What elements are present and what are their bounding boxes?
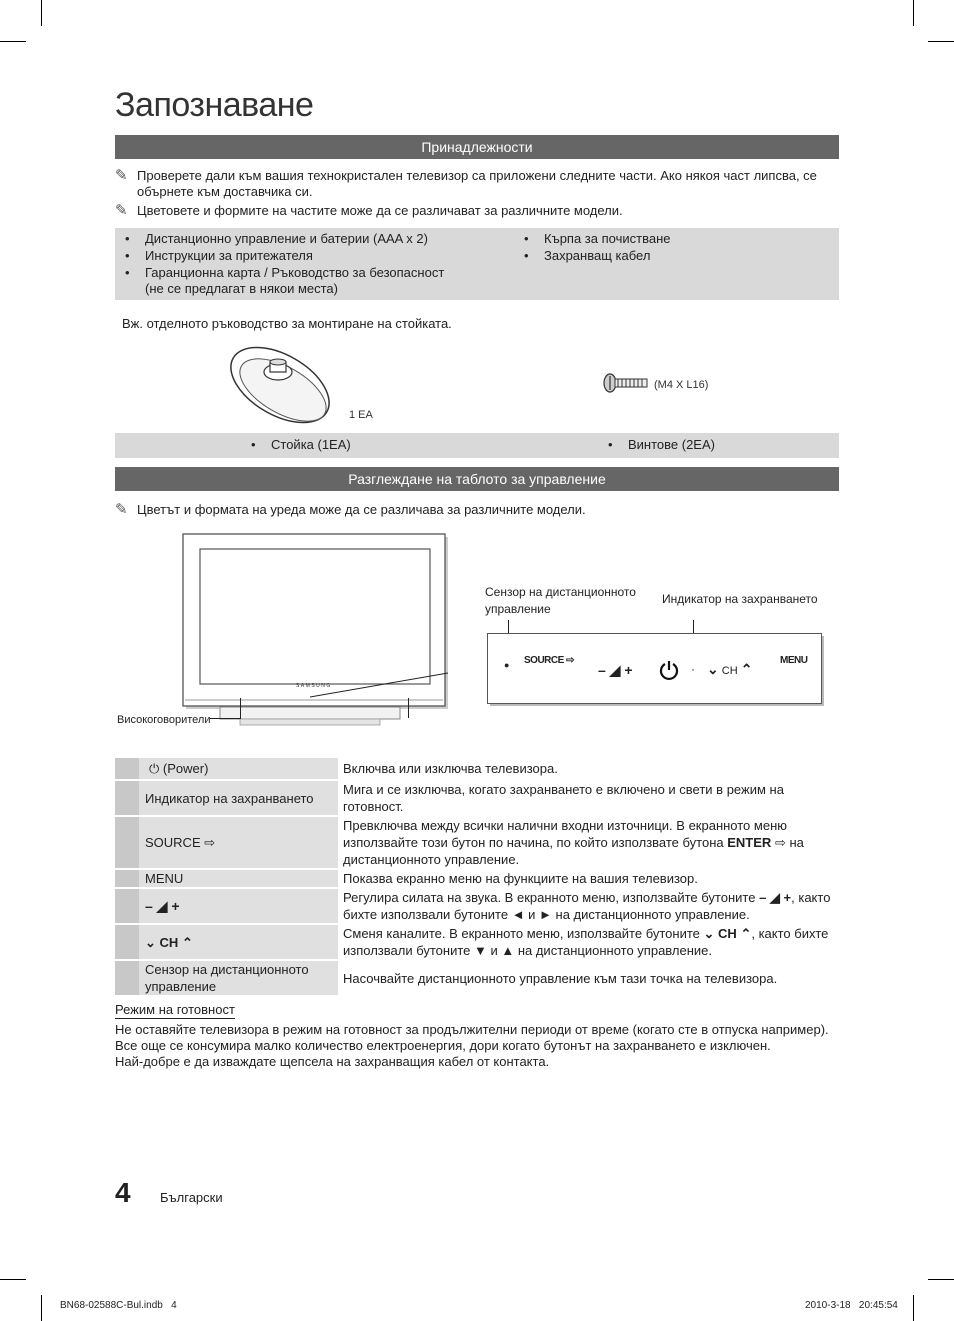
screw-size: (M4 X L16) [654,379,709,391]
note-text: Проверете дали към вашия технокристален телевизор са приложени следните части. Ако някоя част липсва, се обърнете към доставчика си. [137,168,817,199]
brand-logo: SAMSUNG [296,683,332,689]
enter-label: ENTER [727,835,772,850]
accessories-left-list [115,230,495,281]
speaker-pointer [240,698,241,718]
stand-quantity: 1 EA [349,409,373,421]
row-marker [115,888,139,924]
row-marker [115,780,139,816]
desc-text: , както бихте използвали бутоните ▼ и ▲ на дистанционното управление. [343,926,829,958]
tv-illustration [180,533,450,733]
channel-button-label: CH [721,665,738,677]
standby-line: Не оставяйте телевизора в режим на готовност за продължителни периоди от време (когато сте в отпуска например). [115,1022,829,1037]
menu-button[interactable]: MENU [780,655,808,666]
enter-icon: ⇨ [204,835,216,850]
list-item: • Гаранционна карта / Ръководство за безопасност [115,264,495,281]
row-marker [115,758,139,780]
speaker-pointer [408,698,409,718]
desc-text: Сменя каналите. В екранното меню, използвайте бутоните [343,926,700,941]
crop-mark [0,41,26,42]
volume-icon: – ◢ + [145,897,180,914]
control-name-text: (Power) [162,761,209,776]
crop-mark [928,1279,954,1280]
list-item: • Стойка (1EA) [241,436,351,453]
table-row [115,758,839,780]
list-item: • Захранващ кабел [514,247,834,264]
print-date: 2010-3-18 20:45:54 [805,1300,898,1311]
control-name [139,888,338,924]
control-desc: Мига и се изключва, когато захранването е включено и свети в режим на готовност. [338,780,839,816]
row-marker [115,960,139,996]
chevron-down-icon: ⌄ [145,934,156,950]
chevron-down-icon: ⌄ [703,926,715,941]
volume-icon: – ◢ + [759,890,792,905]
desc-text: Превключва между всички налични входни източници. В екранното меню използвайте този бутон по начина, по който използвате бутона [343,818,787,850]
screw-icon [602,372,650,394]
note-parts [115,168,839,200]
row-marker [115,924,139,960]
note-device-color [115,502,839,518]
control-desc [338,924,839,960]
control-name [139,816,338,869]
control-desc: Включва или изключва телевизора. [338,758,839,780]
note-colors [115,203,839,219]
control-desc [338,888,839,924]
note-text: Цветът и формата на уреда може да се различава за различните модели. [137,502,586,517]
language-label: Български [160,1190,223,1205]
control-panel [487,633,822,704]
stand-list [241,436,351,453]
accessories-note: (не се предлагат в някои места) [145,281,338,296]
control-name-text: CH [159,934,179,950]
enter-icon: ⇨ [774,835,786,850]
control-desc: Показва екранно меню на функциите на вашия телевизор. [338,869,839,888]
control-name: MENU [139,869,338,888]
row-marker [115,869,139,888]
ch-label: CH [718,926,737,941]
table-row [115,780,839,816]
table-row [115,816,839,869]
stand-screws-box [115,433,839,458]
channel-button[interactable] [707,661,752,678]
speaker-pointer [210,718,241,719]
list-item: • Винтове (2EA) [598,436,715,453]
crop-mark [41,1295,42,1321]
page-title: Запознаване [115,86,314,124]
crop-mark [928,41,954,42]
crop-mark [0,1279,26,1280]
control-name: Сензор на дистанционното управление [139,960,338,996]
standby-body [115,1022,839,1070]
standby-heading [115,1002,235,1019]
control-name [139,758,338,780]
list-item: • Инструкции за притежателя [115,247,495,264]
pencil-icon: ✎ [115,501,128,518]
power-button-icon[interactable] [658,659,680,681]
chevron-up-icon: ⌃ [181,934,193,950]
controls-table [115,758,839,997]
standby-line: Все още се консумира малко количество електроенергия, дори когато бутонът на захранването е изключен. [115,1038,771,1053]
stand-illustration [220,340,340,425]
source-button-label: SOURCE [524,655,564,666]
volume-button[interactable]: – ◢ + [598,662,633,678]
control-name [139,924,338,960]
table-row [115,869,839,888]
speakers-label: Високоговорители [117,714,211,726]
table-row [115,924,839,960]
page-number: 4 [115,1177,131,1208]
stand-note: Вж. отделното ръководство за монтиране на стойката. [122,316,452,331]
crop-mark [41,0,42,26]
desc-text: , както бихте използвали бутоните ◄ и ► на дистанционното управление. [343,890,831,922]
table-row [115,888,839,924]
source-button[interactable] [524,655,574,666]
standby-line: Най-добре е да изваждате щепсела на захранващия кабел от контакта. [115,1054,550,1069]
power-icon: ⏻ [149,761,160,776]
remote-sensor-dot: ● [504,660,510,670]
control-desc [338,816,839,869]
row-marker [115,816,139,869]
accessories-right-list [514,230,834,264]
standby-heading-text: Режим на готовност [115,1002,235,1017]
control-desc: Насочвайте дистанционното управление към тази точка на телевизора. [338,960,839,996]
standby-indicator-label: Индикатор на захранването [662,592,818,606]
pencil-icon: ✎ [115,202,128,219]
chevron-up-icon: ⌃ [740,661,753,677]
remote-sensor-label: Сензор на дистанционното управление [485,585,636,616]
standby-underline [115,1018,235,1019]
chevron-down-icon: ⌄ [707,661,719,677]
desc-text: Регулира силата на звука. В екранното меню, използвайте бутоните [343,890,756,905]
crop-mark [913,0,914,26]
desc-text: на дистанционното управление. [343,835,804,867]
list-item: • Дистанционно управление и батерии (AAA x 2) [115,230,495,247]
section-header-accessories: Принадлежности [115,135,839,159]
list-item: • Кърпа за почистване [514,230,834,247]
crop-mark [913,1295,914,1321]
screws-list [598,436,715,453]
standby-indicator-dot: · [691,662,695,676]
control-name: Индикатор на захранването [139,780,338,816]
accessories-list-box [115,228,839,300]
control-name-text: SOURCE [145,835,201,850]
pencil-icon: ✎ [115,167,128,184]
table-row [115,960,839,996]
file-name: BN68-02588C-Bul.indb 4 [60,1300,177,1311]
enter-icon: ⇨ [566,655,574,666]
section-header-control-panel: Разглеждане на таблото за управление [115,467,839,491]
chevron-up-icon: ⌃ [740,926,752,941]
note-text: Цветовете и формите на частите може да се различават за различните модели. [137,203,623,218]
